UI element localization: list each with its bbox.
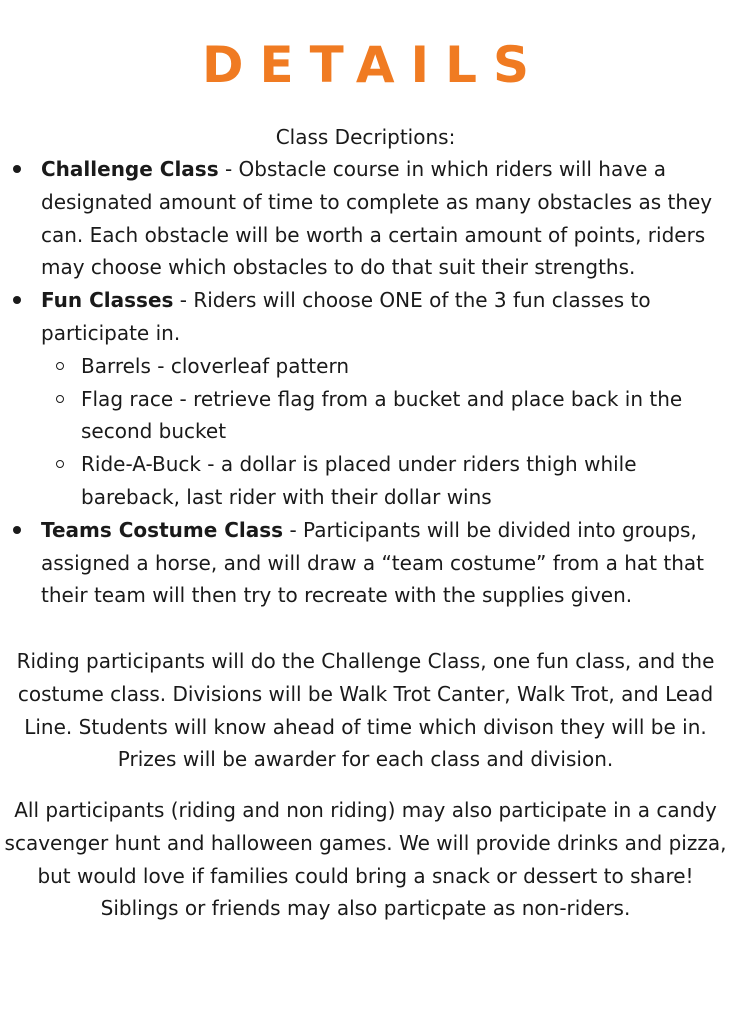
fun-option-ride-a-buck — [41, 448, 725, 514]
class-item-fun — [0, 284, 731, 514]
circle-bullet-icon — [56, 362, 64, 370]
bullet-icon — [13, 165, 21, 173]
class-name: Fun Classes — [41, 288, 174, 313]
class-name: Teams Costume Class — [41, 517, 284, 542]
bullet-icon — [13, 526, 21, 534]
class-item-teams-costume — [0, 514, 731, 612]
class-descriptions-heading: Class Decriptions: — [275, 125, 456, 149]
class-description: - Participants will be divided into groups, assigned a horse, and will draw a “team costume” from a hat that their team will then try to recreate with the supplies given. — [41, 517, 704, 608]
fun-class-options — [41, 350, 725, 514]
all-participants-paragraph: All participants (riding and non riding) may also participate in a candy scavenger hunt and halloween games. We will provide drinks and pizza, but would love if families could bring a snack or dessert to share! Siblings or friends may also particpate as non-riders. — [4, 798, 727, 921]
class-description: - Obstacle course in which riders will have a designated amount of time to complete as many obstacles as they can. Each obstacle will be worth a certain amount of points, riders may choose which obstacles to do that suit their strengths. — [41, 157, 713, 280]
riding-participants-paragraph: Riding participants will do the Challenge Class, one fun class, and the costume class. Divisions will be Walk Trot Canter, Walk Trot, and Lead Line. Students will know ahead of time which divison they will be in. Prizes will be awarder for each class and division. — [16, 649, 715, 772]
fun-option-text: Barrels - cloverleaf pattern — [81, 353, 349, 378]
class-name: Challenge Class — [41, 157, 219, 181]
circle-bullet-icon — [56, 460, 64, 468]
circle-bullet-icon — [56, 395, 64, 403]
fun-option-barrels — [41, 350, 725, 383]
class-item-challenge — [0, 153, 731, 284]
fun-option-text: Flag race - retrieve flag from a bucket and place back in the second bucket — [81, 386, 683, 444]
bullet-icon — [13, 296, 21, 304]
fun-option-flag-race — [41, 383, 725, 449]
class-description: - Riders will choose ONE of the 3 fun classes to participate in. — [41, 288, 651, 345]
class-list — [0, 153, 731, 612]
fun-option-text: Ride-A-Buck - a dollar is placed under riders thigh while bareback, last rider with their dollar wins — [81, 452, 637, 509]
page-title: DETAILS — [201, 36, 546, 94]
